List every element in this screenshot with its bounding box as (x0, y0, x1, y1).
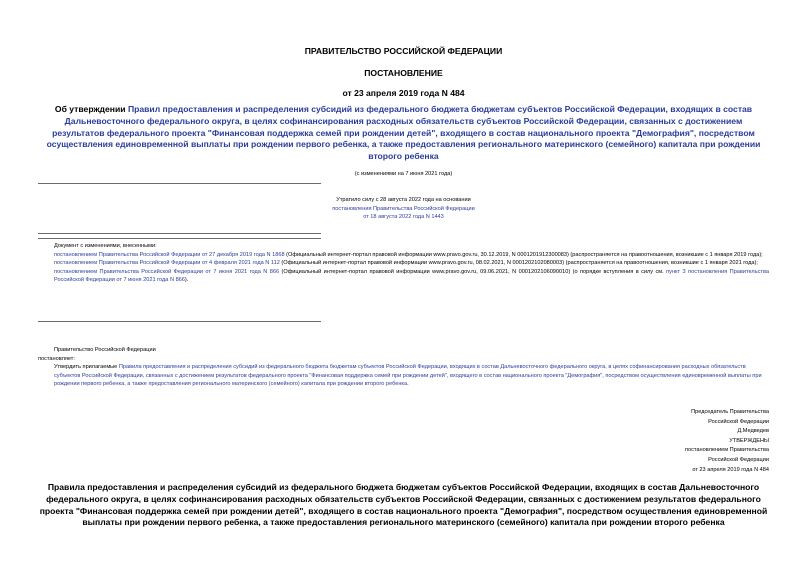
preamble-issuer: Правительство Российской Федерации (54, 347, 156, 353)
divider (38, 233, 321, 234)
signature-block (685, 408, 769, 475)
document-heading (38, 104, 769, 163)
edition-note: (с изменениями на 7 июня 2021 года) (354, 171, 453, 177)
heading-prefix: Об утверждении (54, 104, 128, 114)
change-entry (38, 259, 769, 268)
change-entry (38, 251, 769, 260)
signature-name: Д.Медведев (737, 428, 769, 435)
approval-by: постановлением Правительства (684, 447, 769, 454)
approve-suffix: . (407, 381, 409, 388)
approve-paragraph (38, 363, 769, 389)
change-entry (38, 268, 769, 285)
divider (38, 238, 321, 239)
change-link-1868[interactable]: постановлением Правительства Российской Федерации от 27 декабря 2019 года N 1868 (54, 251, 285, 258)
lapse-notice (0, 196, 807, 222)
divider (38, 321, 321, 322)
lapse-link-date[interactable]: от 18 августа 2022 года N 1443 (363, 214, 444, 221)
approval-date: от 23 апреля 2019 года N 484 (692, 466, 769, 473)
signature-country: Российской Федерации (708, 418, 769, 425)
change-text: (Официальный интернет-портал правовой информации www.pravo.gov.ru, 30.12.2019, N 0001201912300083) (распространяется на правоотношения, возникшие с 1 января 2019 года); (284, 251, 763, 258)
lapse-link-decree[interactable]: постановления Правительства Российской Федерации (332, 205, 475, 212)
approve-prefix: Утвердить прилагаемые (54, 364, 119, 371)
heading-rules-link[interactable]: Правил предоставления и распределения субсидий из федерального бюджета бюджетам субъектов Российской Федерации, входящих в состав Дальневосточного федерального округа, в целях софинансирования расходных обязательств субъектов Российской Федерации, связанных с достижением результатов федерального проекта "Финансовая поддержка семей при рождении детей", входящего в состав национального проекта "Демография", посредством осуществления единовременной выплаты при рождении первого ребенка, а также предоставления регионального материнского (семейного) капитала при рождении второго ребенка (46, 104, 761, 162)
changes-intro: Документ с изменениями, внесенными: (54, 243, 157, 249)
lapse-line: Утратило силу с 28 августа 2022 года на основании (336, 197, 471, 203)
approve-rules-link[interactable]: Правила предоставления и распределения субсидий из федерального бюджета бюджетам субъектов Российской Федерации, входящих в состав Дальневосточного федерального округа, в целях софинансирования расходных обязательств субъектов Российской Федерации, связанных с достижением результатов федерального проекта "Финансовая поддержка семей при рождении детей", входящего в состав национального проекта "Демография", посредством осуществления единовременной выплаты при рождении первого ребенка, а также предоставления регионального материнского (семейного) капитала при рождении второго ребенка (54, 364, 762, 388)
change-link-112[interactable]: постановлением Правительства Российской Федерации от 4 февраля 2021 года N 112 (54, 260, 280, 267)
document-date: от 23 апреля 2019 года N 484 (342, 88, 465, 98)
rules-heading: Правила предоставления и распределения субсидий из федерального бюджета бюджетам субъектов Российской Федерации, входящих в состав Дальневосточного федерального округа, в целях софинансирования расходных обязательств субъектов Российской Федерации, связанных с достижением результатов федерального проекта "Финансовая поддержка семей при рождении детей", входящего в состав национального проекта "Демография", посредством осуществления единовременной выплаты при рождении первого ребенка, а также предоставления регионального материнского (семейного) капитала при рождении второго ребенка (39, 482, 768, 528)
signature-title: Председатель Правительства (691, 409, 769, 415)
approval-country: Российской Федерации (708, 456, 769, 463)
document-type: ПОСТАНОВЛЕНИЕ (364, 68, 443, 78)
approval-stamp: УТВЕРЖДЕНЫ (729, 437, 769, 444)
preamble-decrees: постановляет: (38, 355, 75, 362)
preamble (38, 346, 769, 389)
change-text-end: ). (184, 277, 189, 284)
divider (38, 183, 321, 184)
change-text: (Официальный интернет-портал правовой информации www.pravo.gov.ru, 09.06.2021, N 0001202106090010) (о порядке вступления в силу см. (279, 268, 667, 275)
change-link-866-p3[interactable]: пункт 3 постановления Правительства Российской Федерации от 7 июня 2021 года N 866 (54, 268, 769, 284)
change-text: (Официальный интернет-портал правовой информации www.pravo.gov.ru, 08.02.2021, N 0001202102080003) (распространяется на правоотношения, возникшие с 1 января 2021 года); (279, 260, 758, 267)
change-link-866[interactable]: постановлением Правительства Российской Федерации от 7 июня 2021 года N 866 (54, 268, 280, 275)
changes-list (38, 242, 769, 285)
government-title: ПРАВИТЕЛЬСТВО РОССИЙСКОЙ ФЕДЕРАЦИИ (304, 46, 503, 56)
